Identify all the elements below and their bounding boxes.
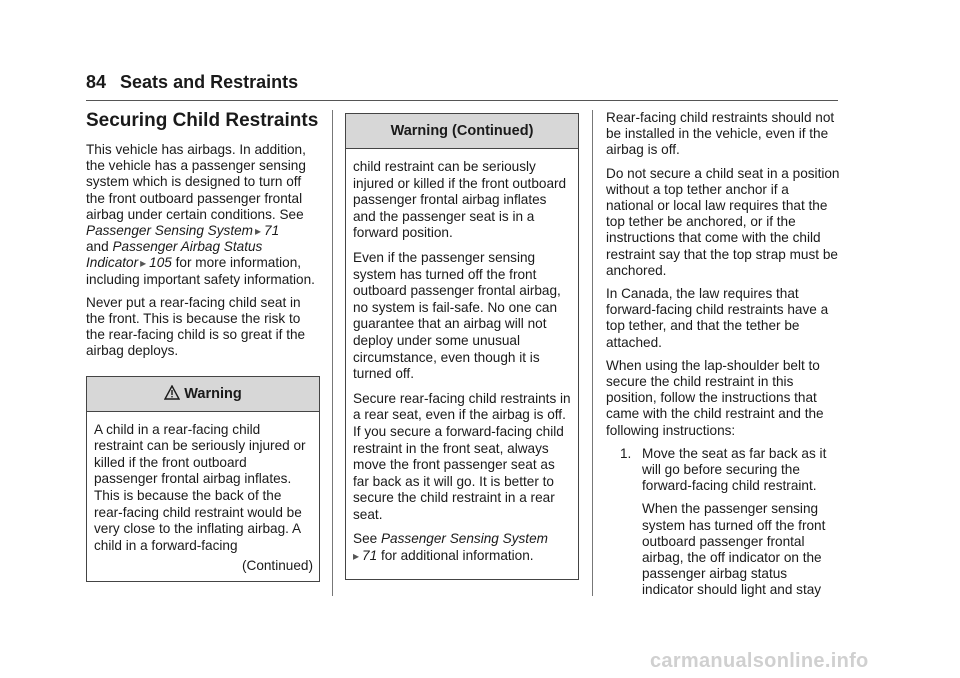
watermark: carmanualsonline.info [650,650,869,672]
never-front-paragraph: Never put a rear-facing child seat in the front. This is because the risk to the rear-facing child is so great if the airbag deploys. [86,294,306,359]
list-item [606,446,840,599]
intro-paragraph [86,142,320,288]
column-divider-1 [332,110,333,596]
warning-p1: child restraint can be seriously injured or killed if the front outboard passenger frontal airbag inflates and the passenger seat is in a forward position. [353,159,567,241]
intro-text: This vehicle has airbags. In addition, the vehicle has a passenger sensing system which is designed to turn off the front outboard passenger frontal airbag under certain conditions. See [86,142,306,222]
xref-passenger-sensing-system-2[interactable]: Passenger Sensing System ▸ 71 [353,531,548,564]
page-header [86,72,838,93]
xref-passenger-airbag-status-indicator[interactable]: Passenger Airbag Status Indicator ▸ 105 [86,239,263,271]
warning-title: Warning [184,385,242,402]
col3-p3: In Canada, the law requires that forward-facing child restraints have a top tether, and that the tether be attached. [606,286,829,350]
intro-tail: for more information, including important safety information. [86,255,315,287]
header-divider [86,100,838,101]
continued-label: (Continued) [241,558,313,574]
column-1 [86,110,320,582]
warning-continued-box [345,113,579,580]
col3-p1: Rear-facing child restraints should not be installed in the vehicle, even if the airbag is off. [606,110,835,158]
warning-p3: Secure rear-facing child restraints in a rear seat, even if the airbag is off. If you secure a forward-facing child restraint in the front seat, always move the front passenger seat as far back as it will go. It is better to secure the child restraint in a rear seat. [353,390,571,522]
col3-p4: When using the lap-shoulder belt to secure the child restraint in this position, follow the instructions that came with the child restraint and the following instructions: [606,357,824,438]
list-item-text: Move the seat as far back as it will go before securing the forward-facing child restraint. [642,445,827,494]
section-title-header: Seats and Restraints [120,72,299,92]
warning-triangle-icon [164,385,180,400]
and-text: and [86,239,109,255]
column-2 [345,113,579,580]
column-divider-2 [592,110,593,596]
page-ref-icon: ▸ [353,549,360,564]
warning-continued-header: Warning (Continued) [346,114,578,149]
warning-header [87,377,319,412]
xref-passenger-sensing-system[interactable]: Passenger Sensing System ▸ 71 [86,223,280,239]
section-heading: Securing Child Restraints [86,110,319,131]
list-item-note: When the passenger sensing system has turned off the front outboard passenger frontal airbag, the off indicator on the passenger airbag status indicator should light and stay [642,501,826,598]
list-item-number: 1. [620,445,632,461]
page-ref-icon: ▸ [140,256,147,271]
page-ref-icon: ▸ [255,224,262,239]
warning-p2: Even if the passenger sensing system has turned off the front outboard passenger frontal airbag, no system is fail-safe. No one can guarantee that an airbag will not deploy under some unusual circumstance, even though it is turned off. [353,249,561,382]
instruction-list [606,446,840,599]
warning-body [87,412,319,581]
warning-text: A child in a rear-facing child restraint can be seriously injured or killed if the front outboard passenger frontal airbag inflates. This is because the back of the rear-facing child restraint would be very close to the inflating airbag. A child in a forward-facing [94,421,306,553]
warning-p4: See Passenger Sensing System ▸ 71 for additional information. [353,531,548,564]
column-3 [606,110,840,606]
page-number: 84 [86,72,107,92]
warning-box [86,376,320,582]
col3-p2: Do not secure a child seat in a position without a top tether anchor if a national or local law requires that the top tether be anchored, or if the instructions that come with the child restraint say that the top strap must be anchored. [606,165,840,278]
warning-continued-body [346,149,578,579]
